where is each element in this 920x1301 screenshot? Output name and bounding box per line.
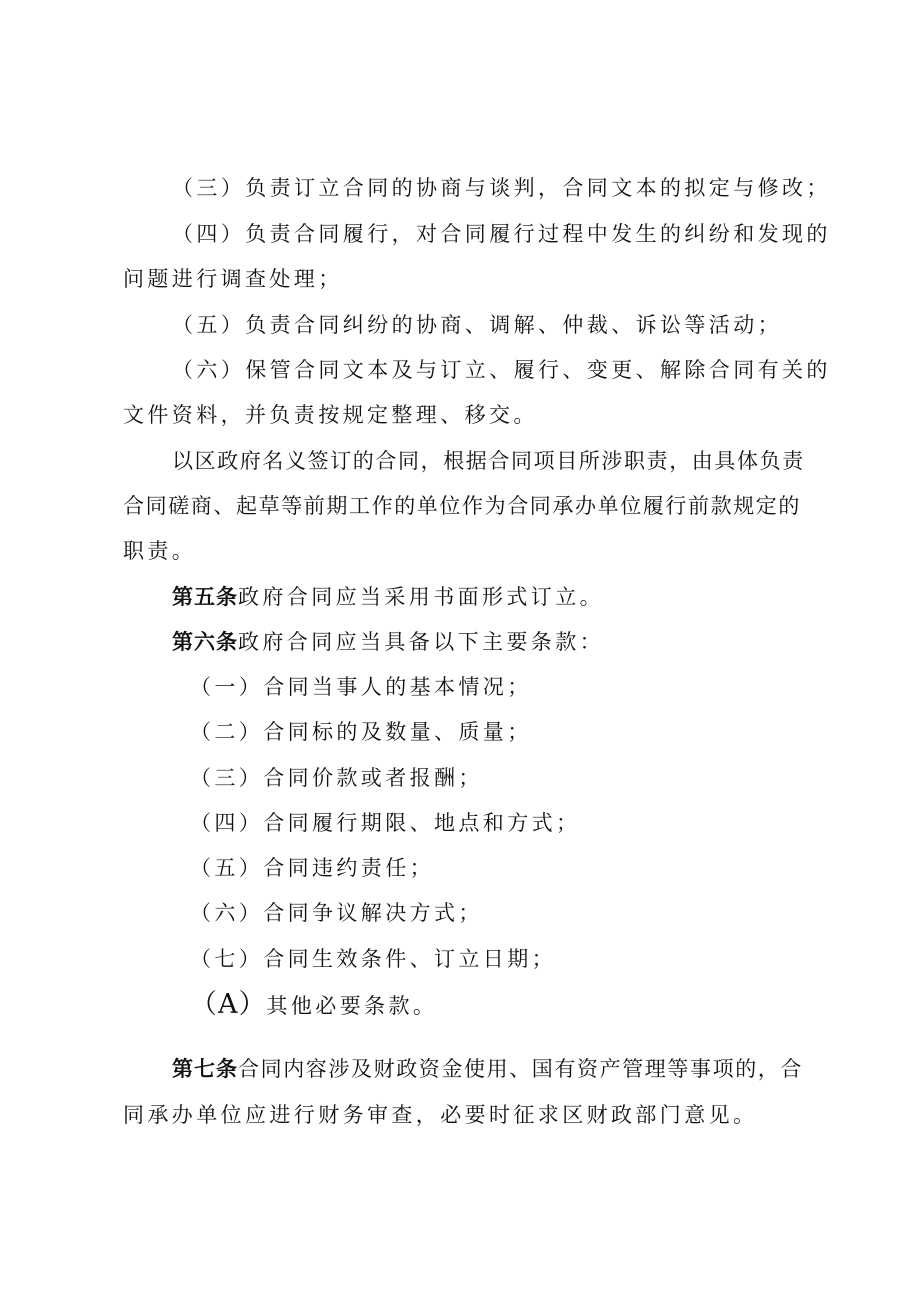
clause-item: （三）合同价款或者报酬； (190, 766, 483, 790)
article-7-line-2: 同承办单位应进行财务审查，必要时征求区财政部门意见。 (123, 1103, 758, 1127)
article-5-text: 政府合同应当采用书面形式订立。 (238, 585, 604, 609)
clause-item-other (190, 990, 437, 1021)
clause-item: （二）合同标的及数量、质量； (190, 720, 532, 744)
district-paragraph-line-1: 以区政府名义签订的合同，根据合同项目所涉职责，由具体负责 (172, 449, 805, 473)
article-5-heading: 第五条 (172, 584, 238, 609)
article-7-heading: 第七条 (172, 1056, 238, 1081)
district-paragraph-line-2: 合同磋商、起草等前期工作的单位作为合同承办单位履行前款规定的 (123, 494, 801, 518)
district-paragraph-line-3: 职责。 (123, 539, 197, 563)
article-6 (172, 627, 604, 657)
article-6-text: 政府合同应当具备以下主要条款： (238, 630, 604, 654)
article-5 (172, 582, 604, 612)
article-6-heading: 第六条 (172, 629, 238, 654)
article-7-line-1 (172, 1054, 803, 1084)
duty-item-3: （三）负责订立合同的协商与谈判，合同文本的拟定与修改； (172, 176, 831, 200)
clause-item-other-text: 其他必要条款。 (266, 994, 438, 1018)
duty-item-6-line-1: （六）保管合同文本及与订立、履行、变更、解除合同有关的 (172, 358, 831, 382)
clause-item: （一）合同当事人的基本情况； (190, 675, 532, 699)
duty-item-4-line-2: 问题进行调查处理； (123, 267, 343, 291)
duty-item-4-line-1: （四）负责合同履行，对合同履行过程中发生的纠纷和发现的 (172, 222, 831, 246)
clause-item: （七）合同生效条件、订立日期； (190, 947, 556, 971)
duty-item-6-line-2: 文件资料，并负责按规定整理、移交。 (123, 403, 538, 427)
clause-item: （四）合同履行期限、地点和方式； (190, 811, 581, 835)
clause-item: （五）合同违约责任； (190, 856, 434, 880)
clause-item-other-marker: （A） (190, 989, 267, 1020)
article-7-text-line-1: 合同内容涉及财政资金使用、国有资产管理等事项的，合 (238, 1057, 803, 1081)
clause-item: （六）合同争议解决方式； (190, 901, 483, 925)
duty-item-5: （五）负责合同纠纷的协商、调解、仲裁、诉讼等活动； (172, 313, 782, 337)
